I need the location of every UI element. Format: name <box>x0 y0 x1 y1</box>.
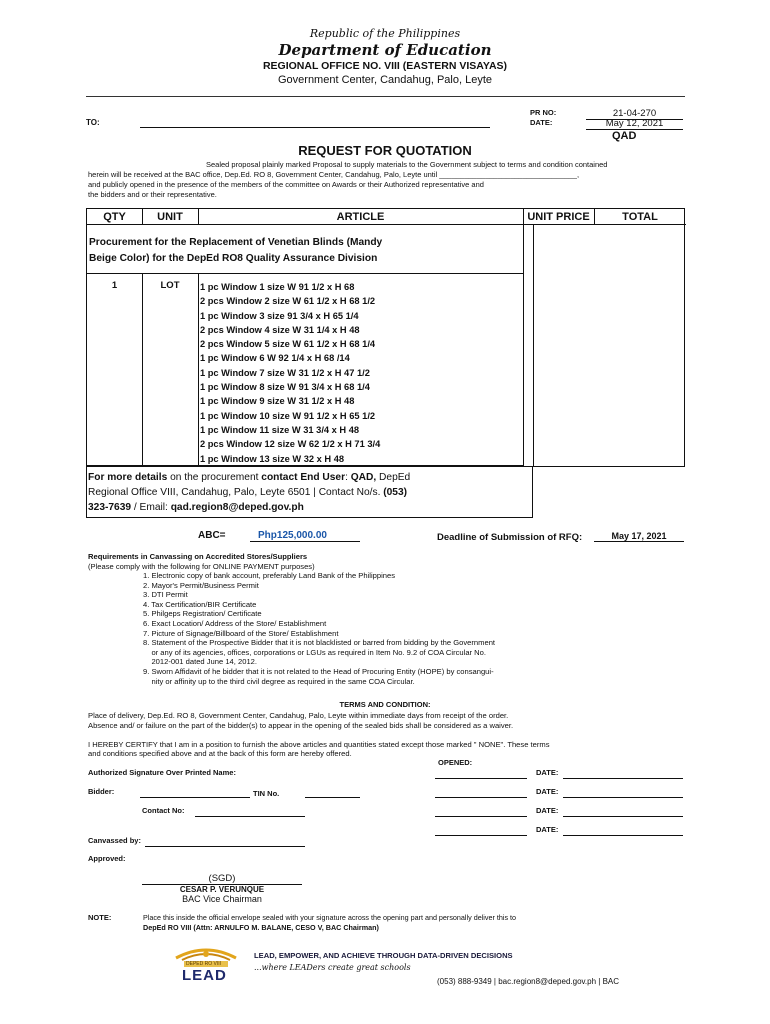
requirement-item: 8. Statement of the Prospective Bidder that it is not blacklisted or barred from bidding by the Government <box>143 638 496 648</box>
logo-text: LEAD <box>182 967 227 984</box>
to-line <box>140 127 490 128</box>
col-divider <box>142 273 143 465</box>
opened-line-2[interactable] <box>435 796 527 798</box>
details-text: on the procurement <box>167 472 262 483</box>
date-label-4: DATE: <box>536 825 559 834</box>
date-line-4[interactable] <box>563 834 683 836</box>
authorized-signature-label: Authorized Signature Over Printed Name: <box>88 768 236 777</box>
contact-label: Contact No: <box>142 806 185 815</box>
article-item: 2 pcs Window 12 size W 62 1/2 x H 71 3/4 <box>200 439 381 450</box>
article-items-list <box>200 280 380 466</box>
signed-mark: (SGD) <box>208 873 236 884</box>
details-phone: 323-7639 <box>88 502 132 513</box>
date-label-3: DATE: <box>536 806 559 815</box>
col-divider <box>142 209 143 225</box>
opened-label: OPENED: <box>438 758 473 767</box>
to-label: TO: <box>86 118 100 127</box>
requirements-list <box>143 571 495 686</box>
requirement-item: 6. Exact Location/ Address of the Store/ Establishment <box>143 618 327 628</box>
note-line-1: Place this inside the official envelope sealed with your signature across the opening part and personally deliver this to <box>143 913 517 922</box>
details-box <box>86 466 533 518</box>
requirement-item: 7. Picture of Signage/Billboard of the Store/ Establishment <box>143 628 339 638</box>
deadline-value: May 17, 2021 <box>594 531 684 542</box>
article-item: 1 pc Window 8 size W 91 3/4 x H 68 1/4 <box>200 382 370 393</box>
requirement-item: 5. Philgeps Registration/ Certificate <box>143 609 262 619</box>
intro-line-1: Sealed proposal plainly marked Proposal to supply materials to the Government subject to terms and condition contained <box>206 160 608 169</box>
regional-office-heading: REGIONAL OFFICE NO. VIII (EASTERN VISAYAS) <box>262 60 508 72</box>
pr-label: PR NO: <box>530 108 557 117</box>
details-office: QAD, <box>350 472 377 483</box>
requirements-title: Requirements in Canvassing on Accredited Stores/Suppliers <box>88 552 308 561</box>
article-item: 2 pcs Window 2 size W 61 1/2 x H 68 1/2 <box>200 296 376 307</box>
certify-line-2: and conditions specified above and at the back of this form are hereby offered. <box>88 749 352 758</box>
details-address: Regional Office VIII, Candahug, Palo, Leyte 6501 | Contact No/s. <box>88 487 384 498</box>
terms-title: TERMS AND CONDITION: <box>339 700 431 709</box>
date-line-2[interactable] <box>563 796 683 798</box>
details-email[interactable]: qad.region8@deped.gov.ph <box>170 502 304 513</box>
article-item: 2 pcs Window 5 size W 61 1/2 x H 68 1/4 <box>200 339 376 350</box>
article-header: ARTICLE <box>198 209 523 225</box>
col-divider <box>533 225 534 466</box>
approver-position: BAC Vice Chairman <box>182 894 262 904</box>
office-address: Government Center, Candahug, Palo, Leyte <box>277 74 493 86</box>
procurement-line-1: Procurement for the Replacement of Venetian Blinds (Mandy <box>89 237 383 248</box>
unit-value: LOT <box>160 280 180 291</box>
bidder-line[interactable] <box>140 796 250 798</box>
terms-line-2: Absence and/ or failure on the part of the bidder(s) to appear in the opening of the sealed bids shall be considered as a waiver. <box>88 721 514 730</box>
qty-value: 1 <box>111 280 118 291</box>
requirement-item: nity or affinity up to the third civil degree as required in the same COA Circular. <box>143 676 415 686</box>
abc-label: ABC= <box>198 530 226 541</box>
article-item: 2 pcs Window 4 size W 31 1/4 x H 48 <box>200 324 360 335</box>
article-item: 1 pc Window 3 size 91 3/4 x H 65 1/4 <box>200 310 359 321</box>
canvassed-label: Canvassed by: <box>88 836 141 845</box>
details-area-code: (053) <box>383 487 408 498</box>
logo-small-text: DEPED RO VIII <box>186 961 222 967</box>
requirement-item: 1. Electronic copy of bank account, preferably Land Bank of the Philippines <box>143 571 396 580</box>
footer-tagline: ...where LEADers create great schools <box>254 963 411 972</box>
date-label-1: DATE: <box>536 768 559 777</box>
opened-line-3[interactable] <box>435 815 527 817</box>
document-title: REQUEST FOR QUOTATION <box>298 143 472 158</box>
details-deped: DepEd <box>376 472 411 483</box>
requirement-item: 2. Mayor's Permit/Business Permit <box>143 580 259 590</box>
requirements-subtitle: (Please comply with the following for ONLINE PAYMENT purposes) <box>88 562 315 571</box>
total-header: TOTAL <box>594 209 686 225</box>
row-divider <box>87 273 523 274</box>
details-contact-label: contact End User <box>261 472 346 483</box>
col-divider <box>198 209 199 225</box>
details-colon: : <box>345 472 351 483</box>
intro-line-2: herein will be received at the BAC office, Dep.Ed. RO 8, Government Center, Candahug, Palo, Leyte until _________________________________, <box>88 170 580 179</box>
intro-line-3: and publicly opened in the presence of the members of the committee on Awards or their Authorized representative and <box>88 180 484 189</box>
unit-qad: QAD <box>612 130 637 142</box>
approved-label: Approved: <box>88 854 126 863</box>
approver-name: CESAR P. VERUNQUE <box>142 884 302 894</box>
tin-line[interactable] <box>305 796 360 798</box>
date-line-1[interactable] <box>563 777 683 779</box>
deadline-label: Deadline of Submission of RFQ: <box>437 532 583 543</box>
requirement-item: or any of its agencies, offices, corporations or LGUs as required in Item No. 9.2 of COA Circular No. <box>143 647 486 657</box>
article-item: 1 pc Window 7 size W 31 1/2 x H 47 1/2 <box>200 367 370 378</box>
certify-line-1: I HEREBY CERTIFY that I am in a position to furnish the above articles and quantities stated except those marked " NONE". These terms <box>88 740 550 749</box>
procurement-line-2: Beige Color) for the DepEd RO8 Quality Assurance Division <box>89 253 378 264</box>
bidder-label: Bidder: <box>88 787 115 796</box>
article-item: 1 pc Window 1 size W 91 1/2 x H 68 <box>200 282 355 292</box>
quotation-table <box>86 208 685 467</box>
footer-slogan: LEAD, EMPOWER, AND ACHIEVE THROUGH DATA-DRIVEN DECISIONS <box>254 951 513 960</box>
col-divider <box>198 273 199 465</box>
opened-line[interactable] <box>435 777 527 779</box>
requirement-item: 9. Sworn Affidavit of he bidder that it is not related to the Head of Procuring Entity (HOPE) by consangui- <box>143 666 494 676</box>
canvassed-line[interactable] <box>145 845 305 847</box>
note-label: NOTE: <box>88 913 112 922</box>
article-item: 1 pc Window 6 W 92 1/4 x H 68 /14 <box>200 353 350 364</box>
requirement-item: 2012-001 dated June 14, 2012. <box>143 657 257 667</box>
contact-line[interactable] <box>195 815 305 817</box>
details-label: For more details <box>88 472 168 483</box>
header-divider <box>86 96 685 97</box>
article-item: 1 pc Window 13 size W 32 x H 48 <box>200 453 345 464</box>
intro-line-4: the bidders and or their representative. <box>88 190 217 199</box>
date-line-3[interactable] <box>563 815 683 817</box>
requirement-item: 4. Tax Certification/BIR Certificate <box>143 599 257 609</box>
article-item: 1 pc Window 11 size W 31 3/4 x H 48 <box>200 424 360 435</box>
qty-header: QTY <box>87 209 142 225</box>
requirement-item: 3. DTI Permit <box>143 590 188 600</box>
republic-heading: Republic of the Philippines <box>309 27 461 40</box>
unit-price-header: UNIT PRICE <box>523 209 594 225</box>
opened-line-4[interactable] <box>435 834 527 836</box>
department-heading: Department of Education <box>278 41 492 59</box>
abc-value: Php125,000.00 <box>250 530 360 542</box>
col-divider <box>523 209 524 466</box>
terms-line-1: Place of delivery, Dep.Ed. RO 8, Government Center, Candahug, Palo, Leyte within immediate days from receipt of the order. <box>88 711 509 720</box>
date-label: DATE: <box>530 118 553 127</box>
article-item: 1 pc Window 9 size W 31 1/2 x H 48 <box>200 396 355 407</box>
details-email-label: / Email: <box>131 502 171 513</box>
date-label-2: DATE: <box>536 787 559 796</box>
pr-number: 21-04-270 <box>586 108 683 120</box>
article-item: 1 pc Window 10 size W 91 1/2 x H 65 1/2 <box>200 410 376 421</box>
footer-contact: (053) 888-9349 | bac.region8@deped.gov.ph | BAC <box>437 977 620 986</box>
tin-label: TIN No. <box>253 789 280 798</box>
note-line-2: DepEd RO VIII (Attn: ARNULFO M. BALANE, CESO V, BAC Chairman) <box>143 923 379 932</box>
lead-logo <box>172 942 240 984</box>
col-divider <box>594 209 595 225</box>
date-value: May 12, 2021 <box>586 119 683 130</box>
unit-header: UNIT <box>142 209 198 225</box>
